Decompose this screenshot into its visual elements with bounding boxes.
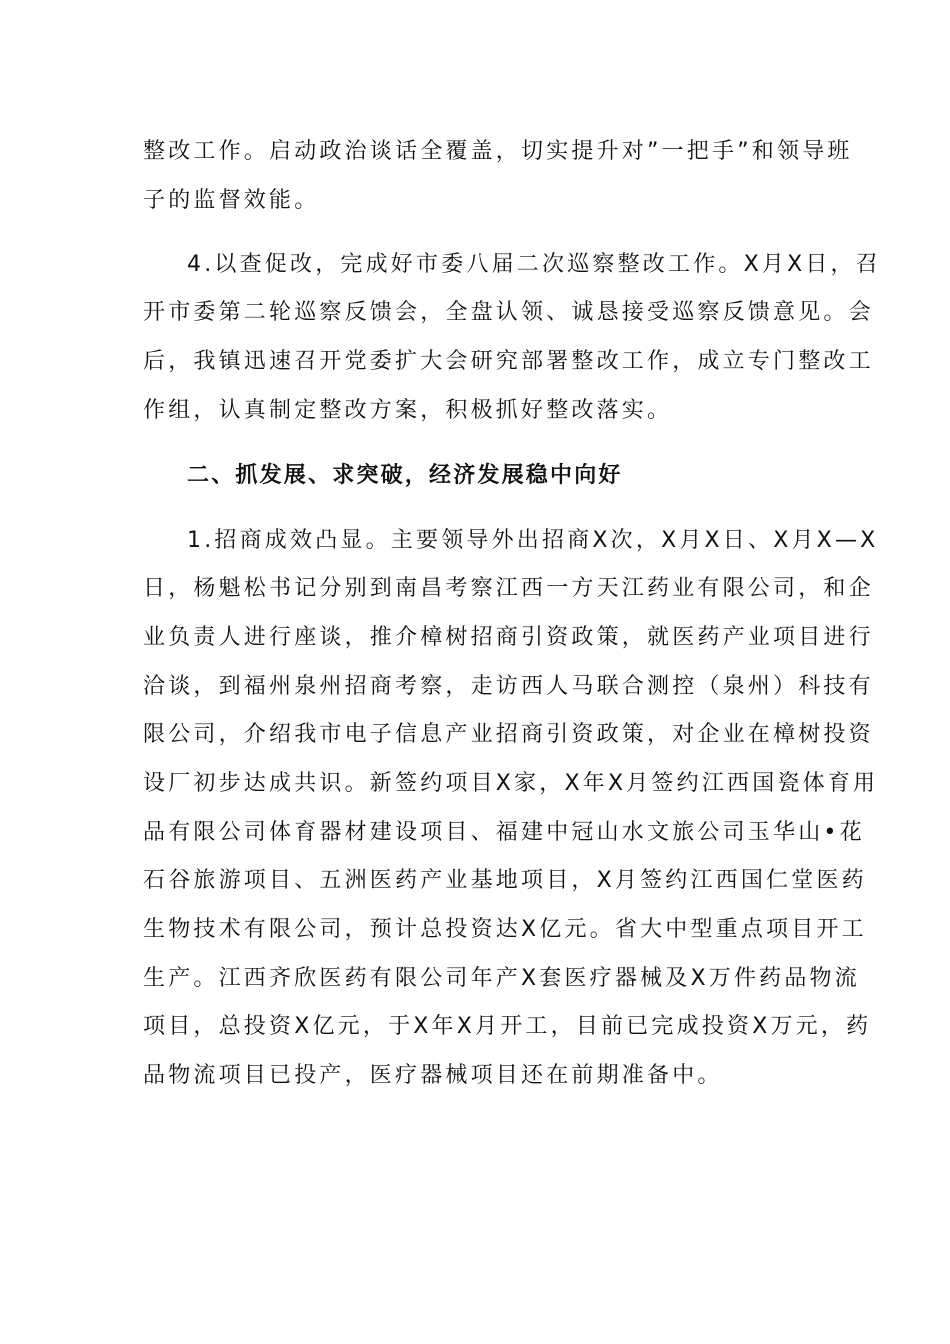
text-line: 生产。江西齐欣医药有限公司年产X套医疗器械及X万件药品物流 bbox=[143, 966, 860, 991]
text-line: 子的监督效能。 bbox=[143, 188, 320, 213]
text-line: 生物技术有限公司，预计总投资达X亿元。省大中型重点项目开工 bbox=[143, 917, 867, 942]
text-line: 作组，认真制定整改方案，积极抓好整改落实。 bbox=[143, 398, 673, 423]
text-line: 1.招商成效凸显。主要领导外出招商X次，X月X日、X月X—X bbox=[187, 528, 879, 553]
text-line: 设厂初步达成共识。新签约项目X家，X年X月签约江西国瓷体育用 bbox=[143, 771, 879, 796]
section-heading: 二、抓发展、求突破，经济发展稳中向好 bbox=[187, 463, 623, 488]
text-line: 品物流项目已投产，医疗器械项目还在前期准备中。 bbox=[143, 1063, 723, 1088]
text-line: 限公司，介绍我市电子信息产业招商引资政策，对企业在樟树投资 bbox=[143, 722, 874, 747]
text-line: 日，杨魁松书记分别到南昌考察江西一方天江药业有限公司，和企 bbox=[143, 576, 874, 601]
text-line: 品有限公司体育器材建设项目、福建中冠山水文旅公司玉华山•花 bbox=[143, 820, 865, 845]
text-line: 业负责人进行座谈，推介樟树招商引资政策，就医药产业项目进行 bbox=[143, 625, 874, 650]
text-line: 项目，总投资X亿元，于X年X月开工，目前已完成投资X万元，药 bbox=[143, 1014, 872, 1039]
text-line: 洽谈，到福州泉州招商考察，走访西人马联合测控（泉州）科技有 bbox=[143, 674, 874, 699]
text-line: 整改工作。启动政治谈话全覆盖，切实提升对”一把手”和领导班 bbox=[143, 139, 853, 164]
text-line: 4.以查促改，完成好市委八届二次巡察整改工作。X月X日，召 bbox=[187, 252, 881, 277]
text-line: 石谷旅游项目、五洲医药产业基地项目，X月签约江西国仁堂医药 bbox=[143, 868, 867, 893]
text-line: 开市委第二轮巡察反馈会，全盘认领、诚恳接受巡察反馈意见。会 bbox=[143, 300, 874, 325]
text-line: 后，我镇迅速召开党委扩大会研究部署整改工作，成立专门整改工 bbox=[143, 349, 874, 374]
